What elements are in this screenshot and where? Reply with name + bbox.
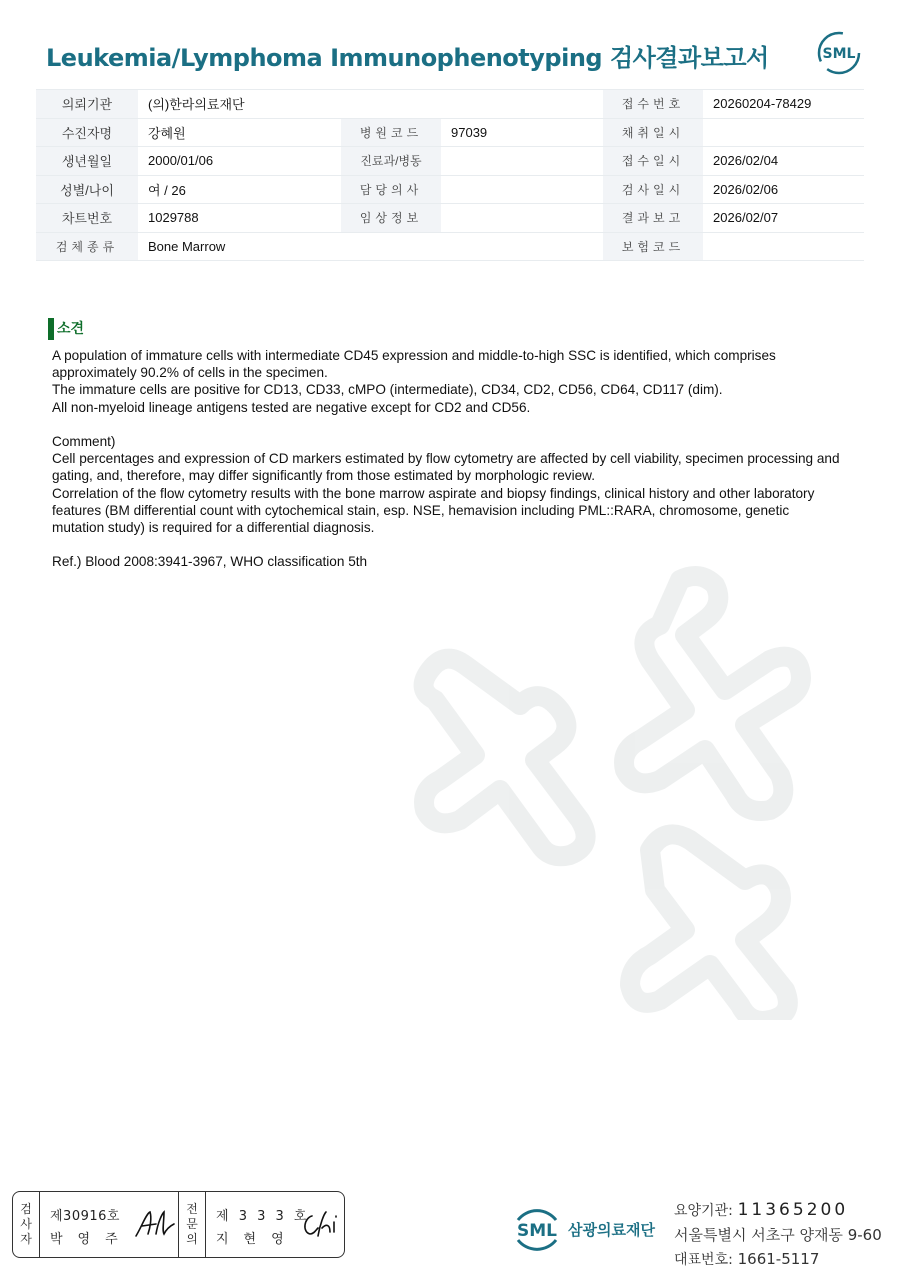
institution-code-label: 요양기관: bbox=[674, 1203, 733, 1219]
info-row bbox=[36, 147, 864, 176]
watermark-crosses bbox=[380, 550, 860, 1020]
tester-license-number: 제30916호 bbox=[50, 1209, 120, 1224]
watermark-cross-right bbox=[624, 576, 801, 811]
info-row bbox=[36, 204, 864, 233]
label-sex-age: 성별/나이 bbox=[36, 175, 138, 204]
value-receipt-datetime: 2026/02/04 bbox=[703, 147, 864, 176]
label-clinical-info: 임상정보 bbox=[341, 204, 441, 233]
info-row bbox=[36, 118, 864, 147]
value-result-report: 2026/02/07 bbox=[703, 204, 864, 233]
sml-logo-icon bbox=[816, 30, 862, 76]
label-birth-date: 생년월일 bbox=[36, 147, 138, 176]
organization-info bbox=[674, 1198, 882, 1272]
sml-brand-logo-icon bbox=[510, 1200, 564, 1258]
value-patient-name: 강혜원 bbox=[138, 118, 341, 147]
signature-box bbox=[12, 1191, 345, 1258]
value-chart-number: 1029788 bbox=[138, 204, 341, 233]
reference-paragraph: Ref.) Blood 2008:3941-3967, WHO classification 5th bbox=[52, 554, 368, 570]
value-attending-doctor bbox=[441, 175, 603, 204]
label-hospital-code: 병원코드 bbox=[341, 118, 441, 147]
label-chart-number: 차트번호 bbox=[36, 204, 138, 233]
label-specimen-type: 검체종류 bbox=[36, 232, 138, 261]
label-collection-datetime: 채취일시 bbox=[603, 118, 703, 147]
info-row bbox=[36, 90, 864, 119]
phone-label: 대표번호: bbox=[674, 1252, 733, 1268]
label-patient-name: 수진자명 bbox=[36, 118, 138, 147]
doctor-name: 지현영 bbox=[216, 1232, 299, 1247]
sml-logo-text: SML bbox=[822, 46, 856, 62]
value-requesting-institution: (의)한라의료재단 bbox=[138, 90, 603, 119]
value-birth-date: 2000/01/06 bbox=[138, 147, 341, 176]
value-test-datetime: 2026/02/06 bbox=[703, 175, 864, 204]
doctor-license-number: 제 3 3 3 호 bbox=[216, 1209, 310, 1224]
label-receipt-number: 접수번호 bbox=[603, 90, 703, 119]
value-specimen-type: Bone Marrow bbox=[138, 232, 603, 261]
watermark-cross-left bbox=[424, 659, 586, 857]
footer-brand bbox=[510, 1200, 655, 1258]
label-insurance-code: 보험코드 bbox=[603, 232, 703, 261]
value-department-ward bbox=[441, 147, 603, 176]
phone-number: 1661-5117 bbox=[737, 1250, 820, 1268]
doctor-signature-cell bbox=[206, 1192, 344, 1257]
findings-body bbox=[52, 347, 842, 588]
tester-signature-mark bbox=[132, 1206, 176, 1242]
institution-code: 11365200 bbox=[737, 1200, 849, 1220]
comment-paragraph: Comment) Cell percentages and expression of CD markers estimated by flow cytometry are affected by cell viability, specimen processing and gating, and, therefore, may differ significantly from those estimated by morphologic review. Correlation of the flow cytometry results with the bone marrow aspirate and biopsy findings, clinical history and other laboratory features (BM differential count with cytochemical stain, esp. NSE, hemavision including PML::RARA, chromosome, genetic mutation study) is required for a differential diagnosis. bbox=[52, 434, 840, 536]
findings-paragraph: A population of immature cells with intermediate CD45 expression and middle-to-high SSC is identified, which comprises approximately 90.2% of cells in the specimen. The immature cells are positive for CD13, CD33, cMPO (intermediate), CD34, CD2, CD56, CD64, CD117 (dim). All non-myeloid lineage antigens tested are negative except for CD2 and CD56. bbox=[52, 348, 776, 415]
patient-info-table bbox=[36, 89, 864, 261]
phone-line bbox=[674, 1247, 882, 1272]
value-receipt-number: 20260204-78429 bbox=[703, 90, 864, 119]
doctor-signature-mark bbox=[298, 1206, 342, 1242]
value-sex-age: 여 / 26 bbox=[138, 175, 341, 204]
value-clinical-info bbox=[441, 204, 603, 233]
tester-label: 검 사 자 bbox=[13, 1192, 40, 1257]
value-insurance-code bbox=[703, 232, 864, 261]
label-test-datetime: 검사일시 bbox=[603, 175, 703, 204]
institution-code-line bbox=[674, 1198, 882, 1223]
value-hospital-code: 97039 bbox=[441, 118, 603, 147]
label-department-ward: 진료과/병동 bbox=[341, 147, 441, 176]
report-title: Leukemia/Lymphoma Immunophenotyping 검사결과보고서 bbox=[46, 44, 769, 72]
brand-logo-text: SML bbox=[517, 1221, 557, 1241]
info-row bbox=[36, 232, 864, 261]
tester-name: 박영주 bbox=[50, 1232, 133, 1247]
label-attending-doctor: 담당의사 bbox=[341, 175, 441, 204]
label-requesting-institution: 의뢰기관 bbox=[36, 90, 138, 119]
findings-title: 소견 bbox=[48, 318, 84, 340]
doctor-label: 전 문 의 bbox=[179, 1192, 206, 1257]
watermark-cross-bottom bbox=[630, 834, 788, 1020]
tester-signature-cell bbox=[40, 1192, 179, 1257]
info-row bbox=[36, 175, 864, 204]
value-collection-datetime bbox=[703, 118, 864, 147]
address: 서울특별시 서초구 양재동 9-60 bbox=[674, 1226, 882, 1244]
label-result-report: 결과보고 bbox=[603, 204, 703, 233]
label-receipt-datetime: 접수일시 bbox=[603, 147, 703, 176]
brand-name: 삼광의료재단 bbox=[568, 1220, 655, 1239]
